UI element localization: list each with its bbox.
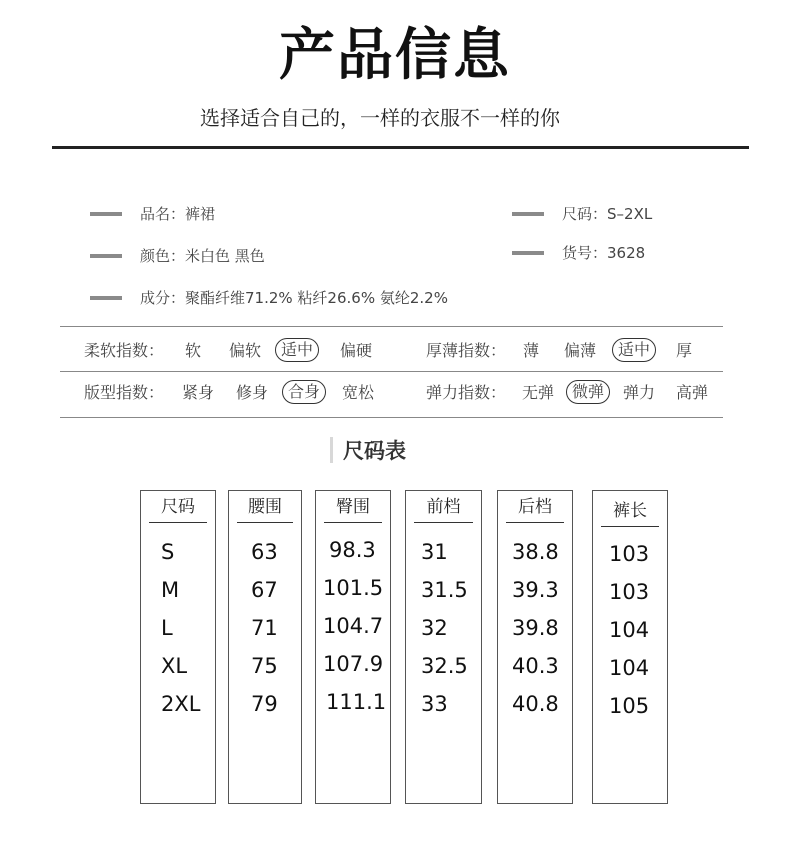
table-cell: 40.3: [512, 654, 559, 678]
elasticity-label: 弹力指数：: [426, 383, 507, 402]
table-cell: 39.8: [512, 616, 559, 640]
thickness-option-4: 厚: [676, 341, 693, 360]
info-name: [90, 204, 215, 224]
table-cell: XL: [161, 654, 188, 678]
table-cell: 104: [609, 656, 650, 680]
table-cell: 31.5: [421, 578, 468, 602]
table-cell: M: [161, 578, 180, 602]
table-cell: 104: [609, 618, 650, 642]
elasticity-option-3: 弹力: [623, 383, 656, 402]
table-cell: 63: [251, 540, 278, 564]
thickness-label: 厚薄指数：: [426, 341, 507, 360]
table-cell: 98.3: [329, 538, 376, 562]
column-header: 腰围: [237, 491, 293, 523]
fit-label: 版型指数：: [84, 383, 165, 402]
table-cell: 105: [609, 694, 650, 718]
back-rise-column: [497, 490, 573, 804]
fit-option-selected: 合身: [282, 380, 326, 404]
info-item-no-text: 货号：3628: [562, 244, 646, 262]
info-material: [90, 288, 448, 308]
info-size-text: 尺码：S–2XL: [562, 205, 653, 223]
table-cell: L: [161, 616, 173, 640]
elasticity-option-4: 高弹: [676, 383, 709, 402]
size-table-heading: [330, 436, 406, 464]
info-color: [90, 246, 265, 266]
table-cell: S: [161, 540, 175, 564]
table-cell: 38.8: [512, 540, 559, 564]
thickness-option-selected: 适中: [612, 338, 656, 362]
table-cell: 31: [421, 540, 448, 564]
thickness-index: [426, 339, 726, 363]
elasticity-index: [426, 381, 726, 405]
info-color-text: 颜色：米白色 黑色: [140, 247, 265, 265]
hip-column: [315, 490, 391, 804]
index-top-divider: [60, 326, 723, 327]
softness-option-selected: 适中: [275, 338, 319, 362]
index-middle-divider: [60, 371, 723, 372]
info-name-text: 品名：裤裙: [140, 205, 216, 223]
table-cell: 32.5: [421, 654, 468, 678]
bullet-dash-icon: [90, 254, 122, 258]
column-header: 裤长: [601, 495, 659, 527]
table-cell: 40.8: [512, 692, 559, 716]
info-item-no: [512, 243, 645, 263]
table-cell: 33: [421, 692, 448, 716]
table-cell: 71: [251, 616, 278, 640]
table-cell: 103: [609, 542, 650, 566]
info-material-text: 成分：聚酯纤维71.2% 粘纤26.6% 氨纶2.2%: [140, 289, 448, 307]
column-header: 尺码: [149, 491, 207, 523]
bullet-dash-icon: [512, 251, 544, 255]
table-cell: 39.3: [512, 578, 559, 602]
header-divider: [52, 146, 749, 149]
fit-index: [84, 381, 384, 405]
elasticity-option-selected: 微弹: [566, 380, 610, 404]
fit-option-2: 修身: [236, 383, 269, 402]
table-cell: 2XL: [161, 692, 201, 716]
size-column: [140, 490, 216, 804]
size-table-title: 尺码表: [343, 439, 406, 463]
elasticity-option-1: 无弹: [522, 383, 555, 402]
table-cell: 67: [251, 578, 278, 602]
page-title: 产品信息: [279, 23, 511, 88]
heading-bar-icon: [330, 437, 333, 463]
fit-option-1: 紧身: [182, 383, 215, 402]
index-bottom-divider: [60, 417, 723, 418]
softness-option-1: 软: [185, 341, 202, 360]
bullet-dash-icon: [512, 212, 544, 216]
length-column: [592, 490, 668, 804]
table-cell: 107.9: [323, 652, 384, 676]
table-cell: 79: [251, 692, 278, 716]
table-cell: 103: [609, 580, 650, 604]
table-cell: 104.7: [323, 614, 384, 638]
table-cell: 32: [421, 616, 448, 640]
fit-option-4: 宽松: [342, 383, 375, 402]
softness-index: [84, 339, 384, 363]
table-cell: 111.1: [326, 690, 387, 714]
softness-option-2: 偏软: [229, 341, 262, 360]
page-subtitle: 选择适合自己的，一样的衣服不一样的你: [200, 106, 560, 130]
column-header: 臀围: [324, 491, 382, 523]
thickness-option-1: 薄: [523, 341, 540, 360]
softness-option-4: 偏硬: [340, 341, 373, 360]
column-header: 后档: [506, 491, 564, 523]
front-rise-column: [405, 490, 482, 804]
bullet-dash-icon: [90, 296, 122, 300]
table-cell: 75: [251, 654, 278, 678]
table-cell: 101.5: [323, 576, 384, 600]
thickness-option-2: 偏薄: [564, 341, 597, 360]
info-size: [512, 204, 652, 224]
column-header: 前档: [414, 491, 473, 523]
bullet-dash-icon: [90, 212, 122, 216]
softness-label: 柔软指数：: [84, 341, 165, 360]
waist-column: [228, 490, 302, 804]
